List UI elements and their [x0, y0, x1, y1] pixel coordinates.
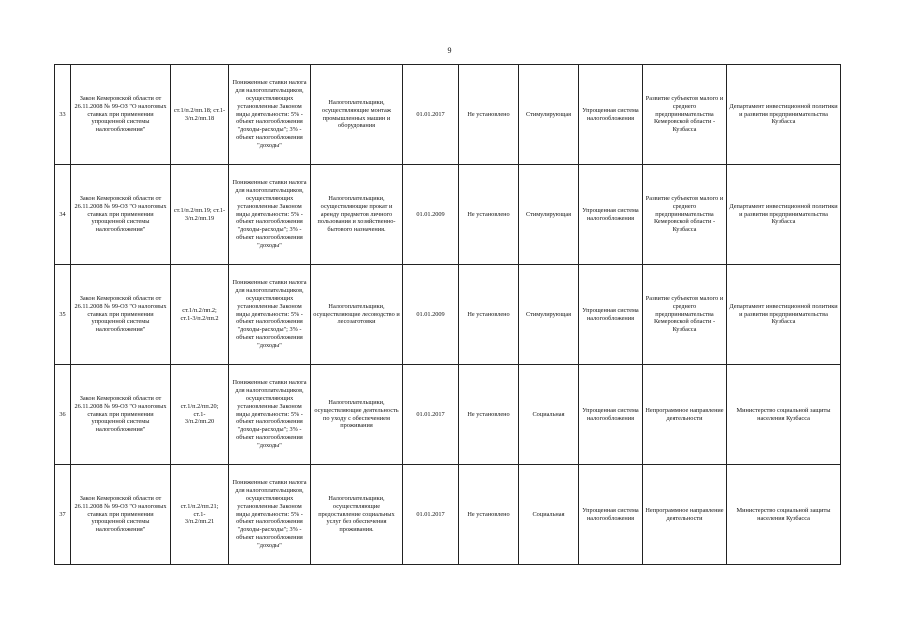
start-date-cell: 01.01.2009: [403, 165, 459, 265]
benefit-type-cell: Стимулирующая: [519, 165, 579, 265]
end-date-cell: Не установлено: [459, 165, 519, 265]
end-date-cell: Не установлено: [459, 265, 519, 365]
row-number: 35: [55, 265, 71, 365]
benefit-type-cell: Социальная: [519, 465, 579, 565]
benefit-type-cell: Социальная: [519, 365, 579, 465]
table-row: [55, 365, 841, 465]
recipients-cell: Налогоплательщики, осуществляющие деятельность по уходу с обеспечением проживания: [311, 365, 403, 465]
state-program-cell: Непрограммное направление деятельности: [643, 365, 727, 465]
articles-cell: ст.1/п.2/пп.2; ст.1-3/п.2/пп.2: [171, 265, 229, 365]
recipients-cell: Налогоплательщики, осуществляющие прокат и аренду предметов личного пользования и хозяйственно-бытового назначения.: [311, 165, 403, 265]
curator-cell: Министерство социальной защиты населения Кузбасса: [727, 365, 841, 465]
start-date-cell: 01.01.2017: [403, 365, 459, 465]
benefit-description-cell: Пониженные ставки налога для налогоплательщиков, осуществляющих установленные Законом виды деятельности: 5% - объект налогообложения "доходы-расходы"; 3% - объект налогообложения "доходы": [229, 365, 311, 465]
legal-act-cell: Закон Кемеровской области от 26.11.2008 № 99-ОЗ "О налоговых ставках при применении упрощенной системы налогообложения": [71, 65, 171, 165]
articles-cell: ст.1/п.2/пп.19; ст.1- 3/п.2/пп.19: [171, 165, 229, 265]
benefit-type-cell: Стимулирующая: [519, 65, 579, 165]
tax-regime-cell: Упрощенная система налогообложения: [579, 465, 643, 565]
legal-act-cell: Закон Кемеровской области от 26.11.2008 № 99-ОЗ "О налоговых ставках при применении упрощенной системы налогообложения": [71, 265, 171, 365]
recipients-cell: Налогоплательщики, осуществляющие монтаж промышленных машин и оборудования: [311, 65, 403, 165]
curator-cell: Министерство социальной защиты населения Кузбасса: [727, 465, 841, 565]
recipients-cell: Налогоплательщики, осуществляющие лесоводство и лесозаготовки: [311, 265, 403, 365]
legal-act-cell: Закон Кемеровской области от 26.11.2008 № 99-ОЗ "О налоговых ставках при применении упрощенной системы налогообложения": [71, 465, 171, 565]
benefit-description-cell: Пониженные ставки налога для налогоплательщиков, осуществляющих установленные Законом виды деятельности: 5% - объект налогообложения "доходы-расходы"; 3% - объект налогообложения "доходы": [229, 65, 311, 165]
table-row: [55, 65, 841, 165]
curator-cell: Департамент инвестиционной политики и развития предпринимательства Кузбасса: [727, 65, 841, 165]
row-number: 34: [55, 165, 71, 265]
tax-regime-cell: Упрощенная система налогообложения: [579, 365, 643, 465]
tax-regime-cell: Упрощенная система налогообложения: [579, 65, 643, 165]
curator-cell: Департамент инвестиционной политики и развития предпринимательства Кузбасса: [727, 265, 841, 365]
curator-cell: Департамент инвестиционной политики и развития предпринимательства Кузбасса: [727, 165, 841, 265]
articles-cell: ст.1/п.2/пп.21; ст.1- 3/п.2/пп.21: [171, 465, 229, 565]
benefit-type-cell: Стимулирующая: [519, 265, 579, 365]
state-program-cell: Непрограммное направление деятельности: [643, 465, 727, 565]
articles-cell: ст.1/п.2/пп.18; ст.1- 3/п.2/пп.18: [171, 65, 229, 165]
tax-regime-cell: Упрощенная система налогообложения: [579, 165, 643, 265]
state-program-cell: Развитие субъектов малого и среднего предпринимательства Кемеровской области - Кузбасса: [643, 65, 727, 165]
tax-regime-cell: Упрощенная система налогообложения: [579, 265, 643, 365]
start-date-cell: 01.01.2009: [403, 265, 459, 365]
legal-act-cell: Закон Кемеровской области от 26.11.2008 № 99-ОЗ "О налоговых ставках при применении упрощенной системы налогообложения": [71, 165, 171, 265]
row-number: 36: [55, 365, 71, 465]
row-number: 37: [55, 465, 71, 565]
state-program-cell: Развитие субъектов малого и среднего предпринимательства Кемеровской области - Кузбасса: [643, 165, 727, 265]
end-date-cell: Не установлено: [459, 365, 519, 465]
benefit-description-cell: Пониженные ставки налога для налогоплательщиков, осуществляющих установленные Законом виды деятельности: 5% - объект налогообложения "доходы-расходы"; 3% - объект налогообложения "доходы": [229, 265, 311, 365]
benefit-description-cell: Пониженные ставки налога для налогоплательщиков, осуществляющих установленные Законом виды деятельности: 5% - объект налогообложения "доходы-расходы"; 3% - объект налогообложения "доходы": [229, 165, 311, 265]
end-date-cell: Не установлено: [459, 465, 519, 565]
benefit-description-cell: Пониженные ставки налога для налогоплательщиков, осуществляющих установленные Законом виды деятельности: 5% - объект налогообложения "доходы-расходы"; 3% - объект налогообложения "доходы": [229, 465, 311, 565]
start-date-cell: 01.01.2017: [403, 465, 459, 565]
table-row: [55, 465, 841, 565]
articles-cell: ст.1/п.2/пп.20; ст.1- 3/п.2/пп.20: [171, 365, 229, 465]
end-date-cell: Не установлено: [459, 65, 519, 165]
state-program-cell: Развитие субъектов малого и среднего предпринимательства Кемеровской области - Кузбасса: [643, 265, 727, 365]
legal-act-cell: Закон Кемеровской области от 26.11.2008 № 99-ОЗ "О налоговых ставках при применении упрощенной системы налогообложения": [71, 365, 171, 465]
table-row: [55, 265, 841, 365]
start-date-cell: 01.01.2017: [403, 65, 459, 165]
page-number: 9: [447, 46, 452, 55]
table-row: [55, 165, 841, 265]
tax-benefits-table: [54, 64, 841, 565]
recipients-cell: Налогоплательщики, осуществляющие предоставление социальных услуг без обеспечения проживания.: [311, 465, 403, 565]
row-number: 33: [55, 65, 71, 165]
